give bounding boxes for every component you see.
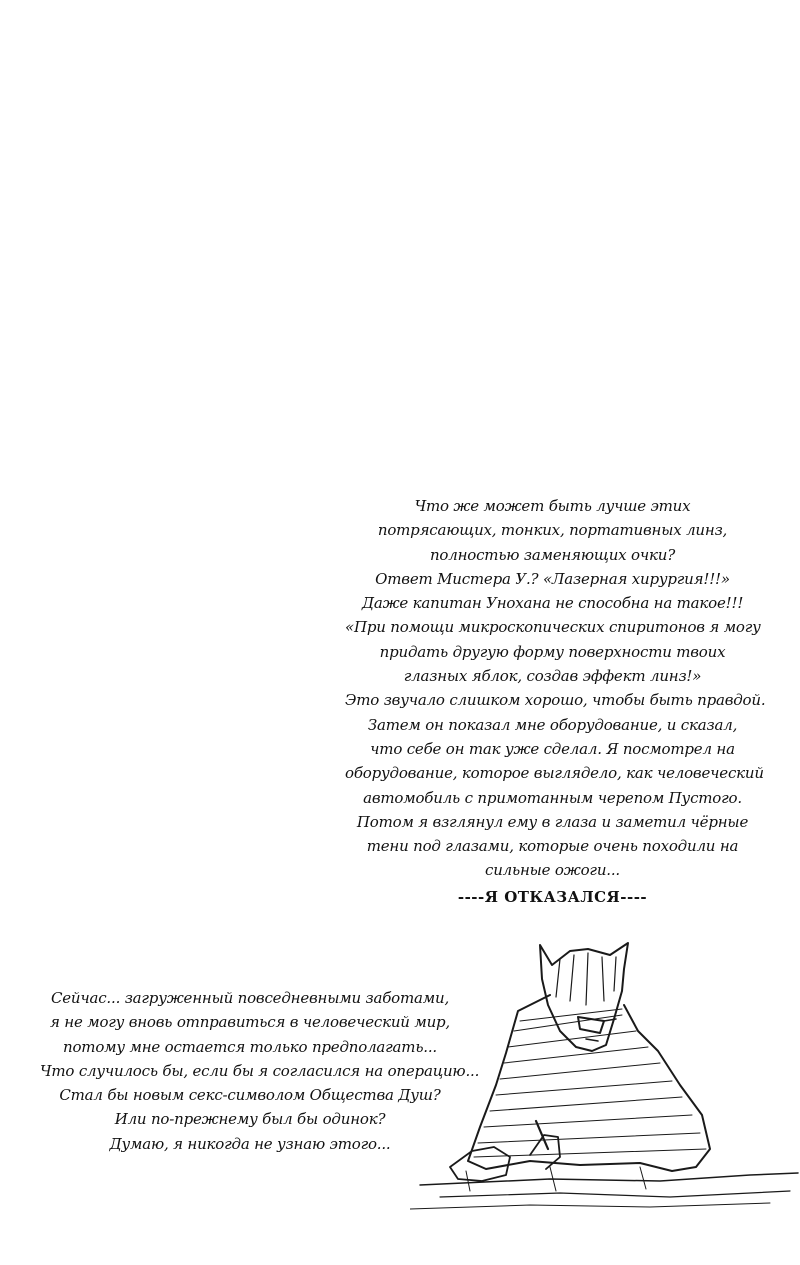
note-line: «При помощи микроскопических спиритонов я могу [345, 618, 761, 637]
note-line: сильные ожоги... [485, 861, 620, 880]
note-line: Затем он показал мне оборудование, и сказал, [367, 715, 738, 734]
note-line: что себе он так уже сделал. Я посмотрел на [370, 739, 735, 758]
note-line: потому мне остается только предполагать... [63, 1037, 437, 1056]
note-line: оборудование, которое выглядело, как человеческий [345, 764, 764, 783]
note-line: Что случилось бы, если бы я согласился на операцию... [40, 1061, 480, 1080]
note-line: глазных яблок, создав эффект линз!» [403, 667, 702, 686]
upper-note [345, 494, 766, 909]
note-line: Стал бы новым секс-символом Общества Душ? [59, 1086, 441, 1105]
note-line: Или по-прежнему был бы одинок? [114, 1110, 386, 1129]
note-line: Сейчас... загруженный повседневными заботами, [50, 989, 450, 1007]
note-line: Думаю, я никогда не узнаю этого... [109, 1134, 391, 1153]
note-line: Ответ Мистера У.? «Лазерная хирургия!!!» [375, 569, 730, 588]
note-line: потрясающих, тонких, портативных линз, [377, 521, 728, 540]
note-line: я не могу вновь отправиться в человеческий мир, [49, 1013, 450, 1032]
note-line: придать другую форму поверхности твоих [379, 642, 726, 661]
note-line: автомобиль с примотанным черепом Пустого. [363, 788, 742, 807]
note-line: Что же может быть лучше этих [414, 497, 691, 515]
refused-heading: ----Я ОТКАЗАЛСЯ---- [457, 887, 648, 906]
note-line: полностью заменяющих очки? [429, 545, 676, 564]
lower-note [40, 986, 480, 1156]
writing-author-sketch-icon [410, 935, 800, 1235]
note-line: тени под глазами, которые очень походили на [366, 837, 739, 856]
note-line: Потом я взглянул ему в глаза и заметил чёрные [356, 812, 749, 831]
note-line: Даже капитан Унохана не способна на такое!!! [361, 594, 744, 613]
note-line: Это звучало слишком хорошо, чтобы быть правдой. [345, 691, 766, 710]
